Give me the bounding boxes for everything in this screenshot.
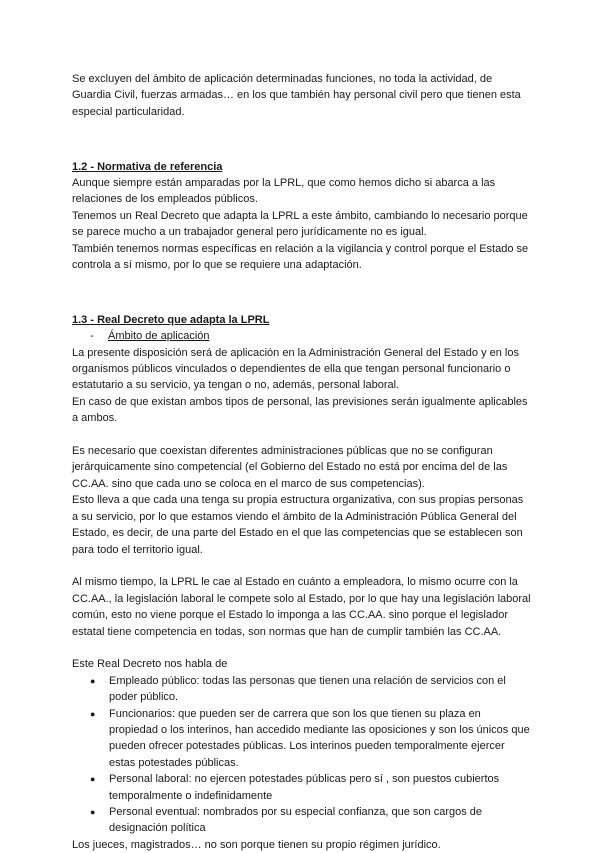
dash-bullet: - [90,330,94,343]
paragraph: También tenemos normas específicas en relación a la vigilancia y control porque el Estado se controla a sí mismo, por lo que se requiere una adaptación. [72,242,529,272]
section-heading-1-2: 1.2 - Normativa de referencia [72,160,223,173]
bullet-list [72,673,532,837]
list-item: ● Funcionarios: que pueden ser de carrera que son los que tienen su plaza en propiedad o los interinos, han accedido mediante las oposiciones y son los únicos que pueden ofrecer potestades públicas. Los interinos pueden temporalmente ejercer estas potestades públicas. [72,706,532,772]
paragraph: Al mismo tiempo, la LPRL le cae al Estado en cuánto a empleadora, lo mismo ocurre con la CC.AA., la legislación laboral le compete solo al Estado, por lo que hay una legislación laboral común, esto no viene porque el Estado lo imponga a las CC.AA. sino porque el legislador estatal tiene competencia en todas, son normas que han de cumplir también las CC.AA. [72,576,531,638]
paragraph: Esto lleva a que cada una tenga su propia estructura organizativa, con sus propias personas a su servicio, por lo que estamos viendo el ámbito de la Administración Pública General del Estado, es decir, de una parte del Estado en el que las competencias que se establecen son para todo el territorio igual. [72,494,524,556]
paragraph: Es necesario que coexistan diferentes administraciones públicas que no se configuran jerárquicamente sino competencial (el Gobierno del Estado no está por encima del de las CC.AA. sino que cada uno se coloca en el marco de sus competencias). [72,445,508,490]
list-item: ● Personal eventual: nombrados por su especial confianza, que son cargos de designación política [72,804,532,837]
section-heading-1-3: 1.3 - Real Decreto que adapta la LPRL [72,313,270,326]
document-page [72,71,532,853]
paragraph: En caso de que existan ambos tipos de personal, las previsiones serán igualmente aplicables a ambos. [72,395,528,425]
intro-paragraph: Se excluyen del ámbito de aplicación determinadas funciones, no toda la actividad, de Guardia Civil, fuerzas armadas… en los que también hay personal civil pero que tienen esta especial particularidad. [72,73,521,118]
list-item: ● Personal laboral: no ejercen potestades públicas pero sí , son puestos cubiertos temporalmente o indefinidamente [72,771,532,804]
closing-paragraph: Los jueces, magistrados… no son porque tienen su propio régimen jurídico. [72,838,441,851]
subheading [90,328,532,344]
paragraph: La presente disposición será de aplicación en la Administración General del Estado y en los organismos públicos vinculados o dependientes de ella que tengan personal funcionario o estatutario a su servicio, ya tengan o no, además, personal laboral. [72,346,519,392]
paragraph: Tenemos un Real Decreto que adapta la LPRL a este ámbito, cambiando lo necesario porque se parece mucho a un trabajador general pero jurídicamente no es igual. [72,209,528,239]
paragraph: Aunque siempre están amparadas por la LPRL, que como hemos dicho si abarca a las relaciones de los empleados públicos. [72,177,496,206]
list-intro: Este Real Decreto nos habla de [72,658,228,671]
list-item: ● Empleado público: todas las personas que tienen una relación de servicios con el poder público. [72,673,532,706]
subheading-label: Ámbito de aplicación [108,330,210,343]
